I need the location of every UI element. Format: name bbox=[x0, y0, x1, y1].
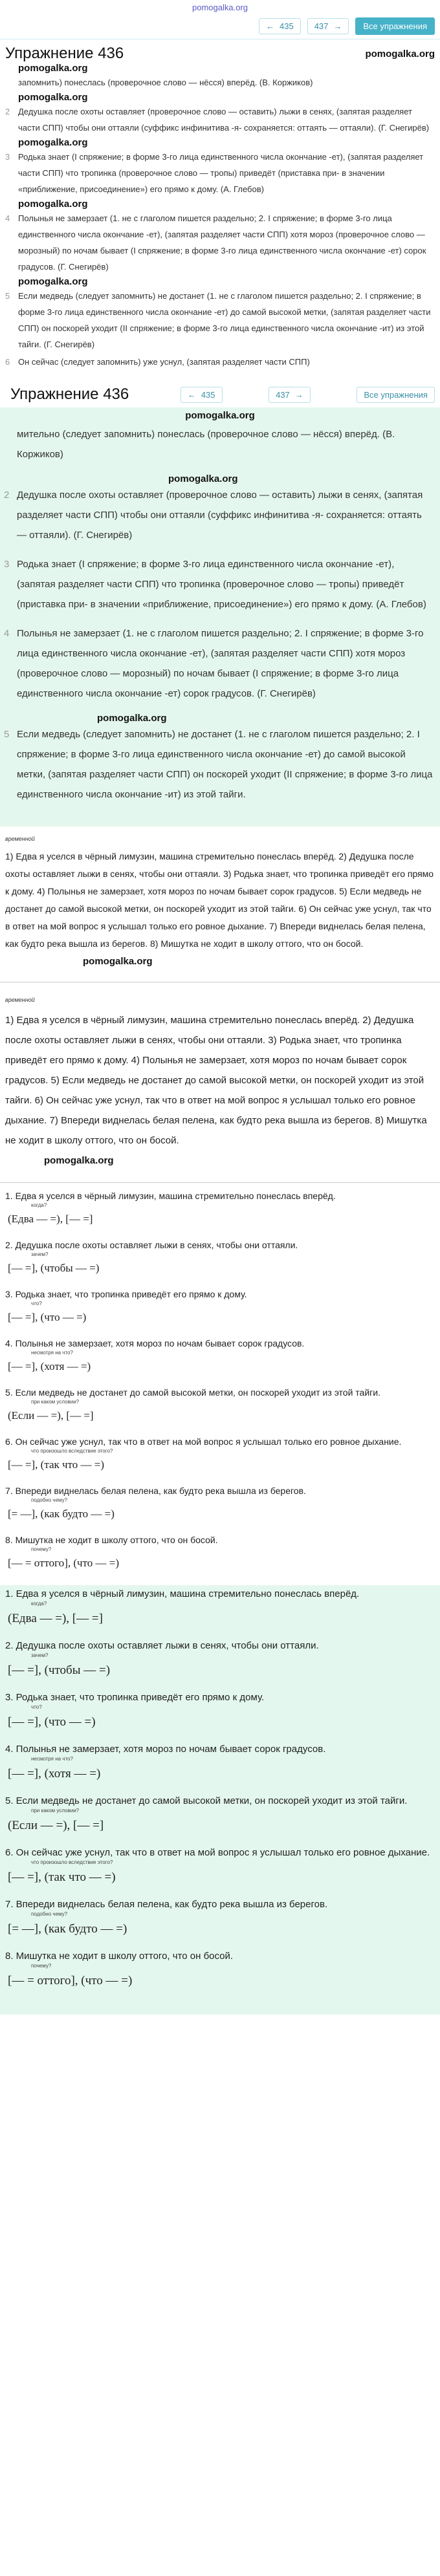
scheme-item: 4. Полынья не замерзает, хотя мороз по ночам бывает сорок градусов. несмотря на что? [— =], (хотя — =) bbox=[5, 1338, 305, 1372]
scheme-item: 3. Родька знает, что тропинка приведёт его прямо к дому. что? [— =], (что — =) bbox=[5, 1289, 247, 1323]
next-exercise-button[interactable]: 437 → bbox=[269, 387, 311, 403]
all-exercises-button[interactable]: Все упражнения bbox=[357, 387, 435, 403]
scheme-item: 8. Мишутка не ходит в школу оттого, что он босой. почему? [— = оттого], (что — =) bbox=[5, 1951, 234, 1987]
page-title: Упражнение 436 bbox=[10, 385, 129, 403]
watermark: pomogalka.org bbox=[185, 410, 255, 421]
scheme-item: 6. Он сейчас уже уснул, так что в ответ на мой вопрос я услышал только его ровное дыхание. что произошло вследствие этого? [— =], (так что — =) bbox=[5, 1847, 430, 1884]
list-item: 4 Полынья не замерзает (1. не с глаголом пишется раздельно; 2. I спряжение; в форме 3-го лица единственного числа окончание -ет), (запятая разделяет части СПП) хотя мороз (проверочное слово — морозный) по ночам бывает (I спряжение; в форме 3-го лица единственного числа окончание -ет) сорок градусов. (Г. Снегирёв) bbox=[4, 628, 424, 699]
scheme-item: 8. Мишутка не ходит в школу оттого, что он босой. почему? [— = оттого], (что — =) bbox=[5, 1535, 218, 1569]
scheme-item: 3. Родька знает, что тропинка приведёт его прямо к дому. что? [— =], (что — =) bbox=[5, 1692, 265, 1729]
watermark: pomogalka.org bbox=[18, 137, 88, 148]
watermark: pomogalka.org bbox=[18, 276, 88, 287]
chevron-left-icon: ← bbox=[265, 21, 274, 31]
scheme-item: 5. Если медведь не достанет до самой высокой метки, он поскорей уходит из этой тайги. при каком условии? (Если — =), [— =] bbox=[5, 1387, 380, 1422]
list-item: 5 Если медведь (следует запомнить) не достанет (1. не с глаголом пишется раздельно; 2. I спряжение; в форме 3-го лица единственного числа окончание -ет) до самой высокой метки, (запятая разделяет части СПП) он поскорей уходит (II спряжение; в форме 3-го лица единственного числа окончание -ит) из этой тайги. (Г. Снегирёв) bbox=[5, 291, 431, 349]
annotated-paragraph: 1) Едва я уселся в чёрный лимузин, машина стремительно понеслась вперёд. 2) Дедушка после охоты оставляет лыжи в сенях, чтобы они оттаяли. 3) Родька знает, что тропинка приведёт его прямо к дому. 4) Полынья не замерзает, хотя мороз по ночам бывает сорок градусов. 5) Если медведь не достанет до самой высокой метки, он поскорей уходит из этой тайги. 6) Он сейчас уже уснул, так что в ответ на мой вопрос я услышал только его ровное дыхание. 7) Впереди виднелась белая пелена, как будто река вышла из берегов. 8) Мишутка не ходит в школу оттого, что он босой. bbox=[5, 851, 434, 949]
schemes-2 bbox=[0, 1585, 440, 2015]
prev-exercise-button[interactable]: ← 435 bbox=[259, 18, 301, 34]
list-item: 6 Он сейчас (следует запомнить) уже уснул, (запятая разделяет части СПП) bbox=[5, 357, 310, 367]
scheme-item: 1. Едва я уселся в чёрный лимузин, машина стремительно понеслась вперёд. когда? (Едва — =), [— =] bbox=[5, 1191, 336, 1225]
top-navigation bbox=[0, 14, 440, 39]
watermark: pomogalka.org bbox=[18, 199, 88, 210]
watermark: pomogalka.org bbox=[365, 48, 435, 60]
annotated-text-2: временной 1) Едва я уселся в чёрный лимузин, машина стремительно понеслась вперёд. 2) Дедушка после охоты оставляет лыжи в сенях, чтобы они оттаяли. 3) Родька знает, что тропинка приведёт его прямо к дому. 4) Полынья не замерзает, хотя мороз по ночам бывает сорок градусов. 5) Если медведь не достанет до самой высокой метки, он поскорей уходит из этой тайги. 6) Он сейчас уже уснул, так что в ответ на мой вопрос я услышал только его ровное дыхание. 7) Впереди виднелась белая пелена, как будто река вышла из берегов. 8) Мишутка не ходит в школу оттого, что он босой. pomogalka.org bbox=[0, 986, 440, 1174]
site-name[interactable]: pomogalka.org bbox=[192, 3, 248, 12]
schemes-1 bbox=[0, 1187, 440, 1585]
annotated-paragraph: 1) Едва я уселся в чёрный лимузин, машина стремительно понеслась вперёд. 2) Дедушка после охоты оставляет лыжи в сенях, чтобы они оттаяли. 3) Родька знает, что тропинка приведёт его прямо к дому. 4) Полынья не замерзает, хотя мороз по ночам бывает сорок градусов. 5) Если медведь не достанет до самой высокой метки, он поскорей уходит из этой тайги. 6) Он сейчас уже уснул, так что в ответ на мой вопрос я услышал только его ровное дыхание. 7) Впереди виднелась белая пелена, как будто река вышла из берегов. 8) Мишутка не ходит в школу оттого, что он босой. bbox=[5, 1015, 427, 1146]
answer-image-1 bbox=[0, 39, 440, 376]
scheme-item: 2. Дедушка после охоты оставляет лыжи в сенях, чтобы они оттаяли. зачем? [— =], (чтобы — =) bbox=[5, 1640, 319, 1677]
list-item: запомнить) понеслась (проверочное слово — нёсся) вперёд. (В. Коржиков) bbox=[18, 78, 313, 87]
scheme-item: 6. Он сейчас уже уснул, так что в ответ на мой вопрос я услышал только его ровное дыхание. что произошло вследствие этого? [— =], (так что — =) bbox=[5, 1436, 402, 1471]
list-item: 3 Родька знает (I спряжение; в форме 3-го лица единственного числа окончание -ет), (запятая разделяет части СПП) что тропинка (проверочное слово — тропы) приведёт (приставка при- в значении «приближение, присоединение») его прямо к дому. (А. Глебов) bbox=[4, 559, 426, 610]
list-item: 4 Полынья не замерзает (1. не с глаголом пишется раздельно; 2. I спряжение; в форме 3-го лица единственного числа окончание -ет), (запятая разделяет части СПП) хотя мороз (проверочное слово — морозный) по ночам бывает (I спряжение; в форме 3-го лица единственного числа окончание -ет) сорок градусов. (Г. Снегирёв) bbox=[5, 213, 426, 272]
list-item: мительно (следует запомнить) понеслась (проверочное слово — нёсся) вперёд. (В. Коржиков) bbox=[17, 429, 395, 460]
chevron-right-icon: → bbox=[294, 389, 303, 400]
watermark: pomogalka.org bbox=[168, 473, 238, 484]
watermark: pomogalka.org bbox=[97, 713, 167, 724]
scheme-item: 5. Если медведь не достанет до самой высокой метки, он поскорей уходит из этой тайги. при каком условии? (Если — =), [— =] bbox=[5, 1795, 408, 1832]
list-item: 2 Дедушка после охоты оставляет (проверочное слово — оставить) лыжи в сенях, (запятая разделяет части СПП) чтобы они оттаяли (суффикс инфинитива -я- сохраняется: оттаять — оттаяли). (Г. Снегирёв) bbox=[5, 107, 430, 133]
scheme-item: 4. Полынья не замерзает, хотя мороз по ночам бывает сорок градусов. несмотря на что? [— =], (хотя — =) bbox=[5, 1744, 326, 1780]
list-item: 3 Родька знает (I спряжение; в форме 3-го лица единственного числа окончание -ет), (запятая разделяет части СПП) что тропинка (проверочное слово — тропы) приведёт (приставка при- в значении «приближение, присоединение») его прямо к дому. (А. Глебов) bbox=[5, 152, 424, 194]
watermark: pomogalka.org bbox=[18, 92, 88, 103]
watermark: pomogalka.org bbox=[18, 63, 88, 74]
chevron-right-icon: → bbox=[333, 21, 342, 31]
list-item: 2 Дедушка после охоты оставляет (проверочное слово — оставить) лыжи в сенях, (запятая разделяет части СПП) чтобы они оттаяли (суффикс инфинитива -я- сохраняется: оттаять — оттаяли). (Г. Снегирёв) bbox=[4, 490, 423, 541]
answer-image-2 bbox=[0, 380, 440, 827]
scheme-item: 7. Впереди виднелась белая пелена, как будто река вышла из берегов. подобно чему? [= —], (как будто — =) bbox=[5, 1486, 306, 1520]
watermark: pomogalka.org bbox=[44, 1155, 114, 1166]
annotated-text-1: временной 1) Едва я уселся в чёрный лимузин, машина стремительно понеслась вперёд. 2) Дедушка после охоты оставляет лыжи в сенях, чтобы они оттаяли. 3) Родька знает, что тропинка приведёт его прямо к дому. 4) Полынья не замерзает, хотя мороз по ночам бывает сорок градусов. 5) Если медведь не достанет до самой высокой метки, он поскорей уходит из этой тайги. 6) Он сейчас уже уснул, так что в ответ на мой вопрос я услышал только его ровное дыхание. 7) Впереди виднелась белая пелена, как будто река вышла из берегов. 8) Мишутка не ходит в школу оттого, что он босой. pomogalka.org bbox=[0, 827, 440, 974]
page-title: Упражнение 436 bbox=[5, 45, 124, 62]
watermark: pomogalka.org bbox=[83, 956, 153, 967]
prev-exercise-button[interactable]: ← 435 bbox=[181, 387, 223, 403]
scheme-item: 7. Впереди виднелась белая пелена, как будто река вышла из берегов. подобно чему? [= —], (как будто — =) bbox=[5, 1899, 328, 1936]
list-item: 5 Если медведь (следует запомнить) не достанет (1. не с глаголом пишется раздельно; 2. I спряжение; в форме 3-го лица единственного числа окончание -ет) до самой высокой метки, (запятая разделяет части СПП) он поскорей уходит (II спряжение; в форме 3-го лица единственного числа окончание -ит) из этой тайги. bbox=[4, 729, 433, 800]
scheme-item: 2. Дедушка после охоты оставляет лыжи в сенях, чтобы они оттаяли. зачем? [— =], (чтобы — =) bbox=[5, 1240, 298, 1274]
chevron-left-icon: ← bbox=[187, 389, 196, 400]
scheme-item: 1. Едва я уселся в чёрный лимузин, машина стремительно понеслась вперёд. когда? (Едва — =), [— =] bbox=[5, 1588, 360, 1625]
next-exercise-button[interactable]: 437 → bbox=[307, 18, 349, 34]
all-exercises-button[interactable]: Все упражнения bbox=[355, 17, 435, 35]
